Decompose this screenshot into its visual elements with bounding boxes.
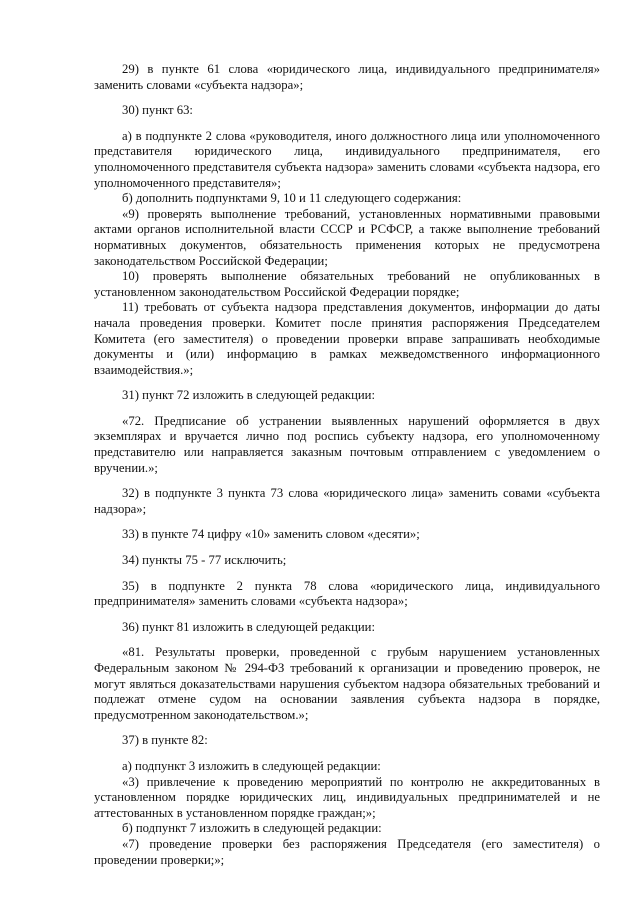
document-page (94, 62, 600, 868)
paragraph: «72. Предписание об устранении выявленных нарушений оформляется в двух экземплярах и вручается лично под роспись субъекту надзора, его уполномоченному представителю или направляется заказным почтовым отправлением с уведомлением о вручении.»; (94, 413, 600, 475)
paragraph: 10) проверять выполнение обязательных требований не опубликованных в установленном законодательством Российской Федерации порядке; (94, 269, 600, 299)
paragraph: «3) привлечение к проведению мероприятий по контролю не аккредитованных в установленном порядке юридических лиц, индивидуальных предпринимателей и не аттестованных в установленном порядке граждан;»; (94, 774, 600, 820)
paragraph: 31) пункт 72 изложить в следующей редакции: (122, 388, 375, 403)
paragraph: а) в подпункте 2 слова «руководителя, иного должностного лица или уполномоченного представителя юридического лица, индивидуального предпринимателя, его уполномоченного представителя субъекта надзора» заменить словами «субъекта надзора, его уполномоченного представителя»; (94, 128, 600, 190)
paragraph: 34) пункты 75 - 77 исключить; (122, 553, 287, 568)
paragraph: «9) проверять выполнение требований, установленных нормативными правовыми актами органов исполнительной власти СССР и РСФСР, а также выполнение требований нормативных документов, обязательность применения которых не предусмотрена законодательством Российской Федерации; (94, 206, 600, 268)
paragraph: 32) в подпункте 3 пункта 73 слова «юридического лица» заменить совами «субъекта надзора»; (94, 486, 600, 516)
paragraph: 36) пункт 81 изложить в следующей редакции: (122, 619, 375, 634)
paragraph: б) подпункт 7 изложить в следующей редакции: (122, 821, 382, 836)
paragraph: «81. Результаты проверки, проведенной с грубым нарушением установленных Федеральным законом № 294-ФЗ требований к организации и проведению проверок, не могут являться доказательствами нарушения субъектом надзора обязательных требований и подлежат отмене судом на основании заявления субъекта надзора в порядке, предусмотренном законодательством.»; (94, 645, 600, 722)
paragraph: а) подпункт 3 изложить в следующей редакции: (122, 758, 381, 773)
paragraph: 29) в пункте 61 слова «юридического лица, индивидуального предпринимателя» заменить словами «субъекта надзора»; (94, 62, 600, 92)
paragraph: «7) проведение проверки без распоряжения Председателя (его заместителя) о проведении проверки;»; (94, 836, 600, 867)
paragraph: 33) в пункте 74 цифру «10» заменить словом «десяти»; (122, 527, 420, 542)
paragraph: б) дополнить подпунктами 9, 10 и 11 следующего содержания: (122, 191, 462, 206)
paragraph: 11) требовать от субъекта надзора представления документов, информации до даты начала проведения проверки. Комитет после принятия распоряжения Председателем Комитета (его заместителя) о проведении проверки вправе запрашивать необходимые документы и (или) информацию в рамках межведомственного информационного взаимодействия.»; (94, 300, 600, 377)
paragraph: 37) в пункте 82: (122, 733, 208, 748)
paragraph: 30) пункт 63: (122, 103, 193, 118)
paragraph: 35) в подпункте 2 пункта 78 слова «юридического лица, индивидуального предпринимателя» заменить словами «субъекта надзора»; (94, 578, 600, 609)
